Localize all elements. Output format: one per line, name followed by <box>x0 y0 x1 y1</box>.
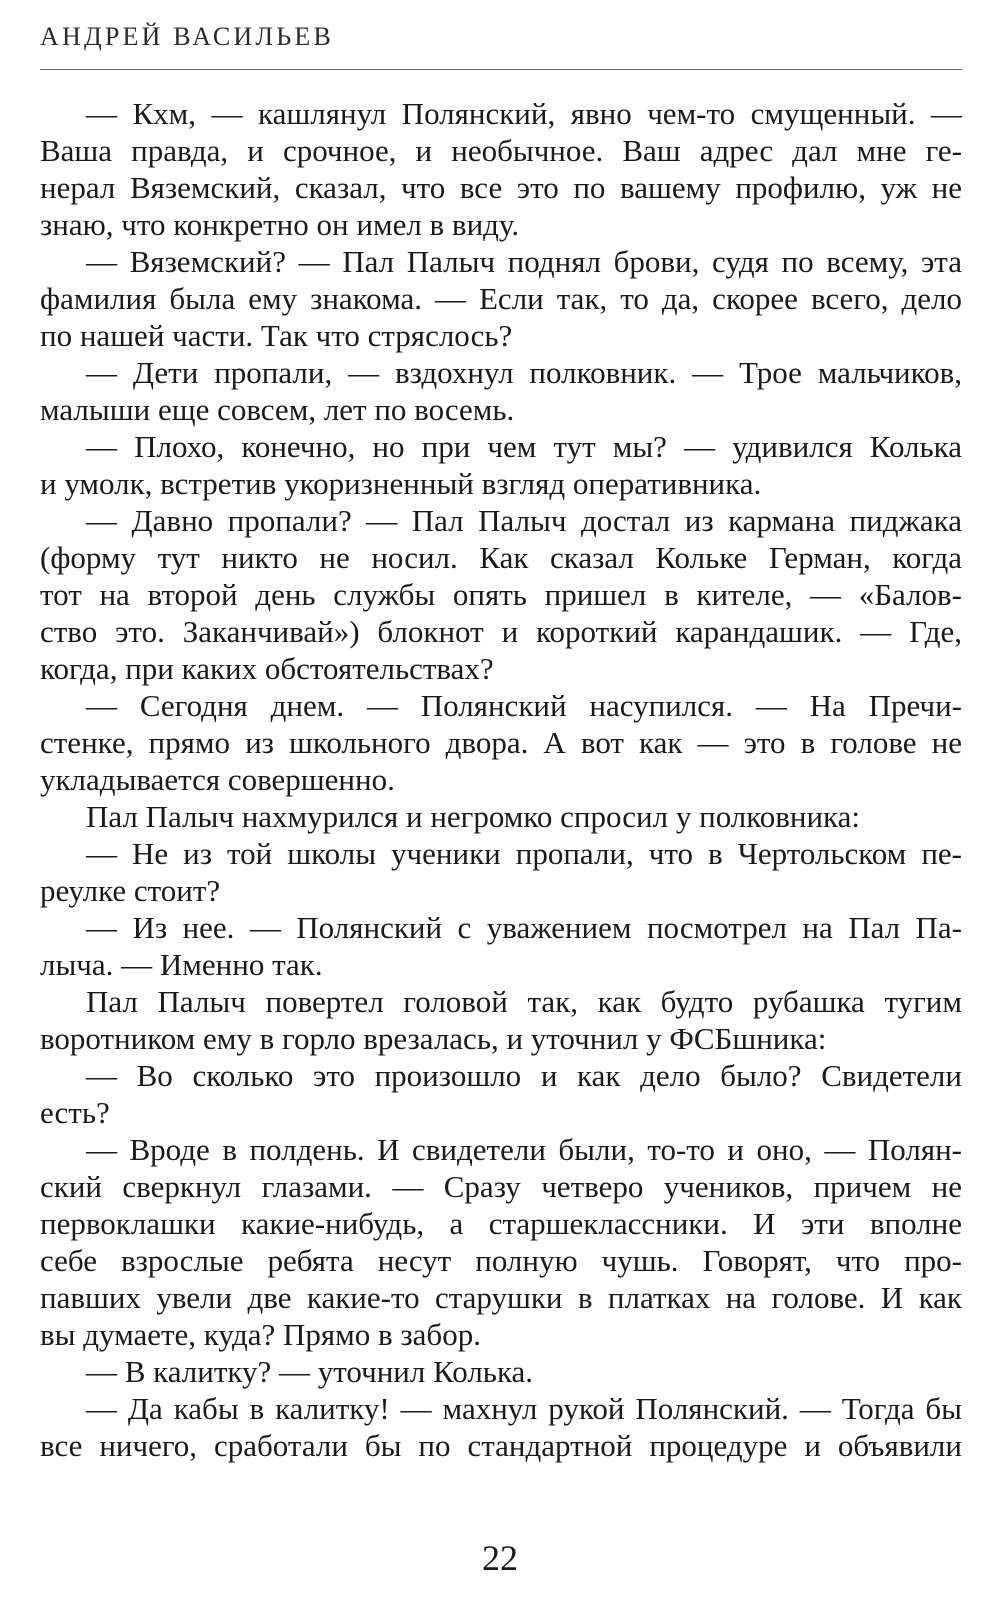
text-line: стенке, прямо из школьного двора. А вот как — это в голове не <box>40 725 962 760</box>
text-line: есть? <box>40 1095 110 1130</box>
text-line: — В калитку? — уточнил Колька. <box>86 1354 534 1389</box>
body-text <box>40 95 962 1464</box>
text-line: — Вяземский? — Пал Палыч поднял брови, судя по всему, эта <box>86 244 962 279</box>
text-line: все ничего, сработали бы по стандартной процедуре и объявили <box>40 1428 962 1463</box>
text-line: — Давно пропали? — Пал Палыч достал из кармана пиджака <box>86 503 962 538</box>
text-line: — Сегодня днем. — Полянский насупился. — На Пречи- <box>86 688 962 723</box>
text-line: первоклашки какие-нибудь, а старшеклассники. И эти вполне <box>40 1206 962 1241</box>
text-line: и умолк, встретив укоризненный взгляд оперативника. <box>40 466 762 501</box>
text-line: — Во сколько это произошло и как дело было? Свидетели <box>86 1058 962 1093</box>
text-line: — Из нее. — Полянский с уважением посмотрел на Пал Па- <box>86 910 962 945</box>
text-line: — Дети пропали, — вздохнул полковник. — Трое мальчиков, <box>86 355 962 390</box>
text-line: реулке стоит? <box>40 873 221 908</box>
text-line: нерал Вяземский, сказал, что все это по вашему профилю, уж не <box>40 170 962 205</box>
text-line: — Вроде в полдень. И свидетели были, то-то и оно, — Полян- <box>86 1132 962 1167</box>
text-line: — Да кабы в калитку! — махнул рукой Полянский. — Тогда бы <box>86 1391 962 1426</box>
page-number: 22 <box>482 1538 518 1578</box>
text-line: по нашей части. Так что стряслось? <box>40 318 513 353</box>
header-rule <box>40 69 962 70</box>
text-line: (форму тут никто не носил. Как сказал Кольке Герман, когда <box>40 540 962 575</box>
running-head: АНДРЕЙ ВАСИЛЬЕВ <box>40 22 334 51</box>
text-line: Пал Палыч нахмурился и негромко спросил у полковника: <box>86 799 861 834</box>
text-line: воротником ему в горло врезалась, и уточнил у ФСБшника: <box>40 1021 827 1056</box>
text-line: — Кхм, — кашлянул Полянский, явно чем-то смущенный. — <box>86 96 962 131</box>
text-line: ство это. Заканчивай») блокнот и короткий карандашик. — Где, <box>40 614 962 649</box>
text-line: ский сверкнул глазами. — Сразу четверо учеников, причем не <box>40 1169 962 1204</box>
text-line: — Не из той школы ученики пропали, что в Чертольском пе- <box>86 836 962 871</box>
text-line: лыча. — Именно так. <box>40 947 323 982</box>
text-line: Пал Палыч повертел головой так, как будто рубашка тугим <box>86 984 962 1019</box>
text-line: фамилия была ему знакома. — Если так, то да, скорее всего, дело <box>40 281 962 316</box>
text-line: когда, при каких обстоятельствах? <box>40 651 494 686</box>
text-line: знаю, что конкретно он имел в виду. <box>40 207 520 242</box>
text-line: павших увели две какие-то старушки в платках на голове. И как <box>40 1280 962 1315</box>
text-line: — Плохо, конечно, но при чем тут мы? — удивился Колька <box>86 429 962 464</box>
text-line: себе взрослые ребята несут полную чушь. Говорят, что про- <box>40 1243 962 1278</box>
text-line: Ваша правда, и срочное, и необычное. Ваш адрес дал мне ге- <box>40 133 962 168</box>
text-line: малыши еще совсем, лет по восемь. <box>40 392 515 427</box>
text-line: вы думаете, куда? Прямо в забор. <box>40 1317 481 1352</box>
text-line: тот на второй день службы опять пришел в кителе, — «Балов- <box>40 577 962 612</box>
text-line: укладывается совершенно. <box>40 762 395 797</box>
